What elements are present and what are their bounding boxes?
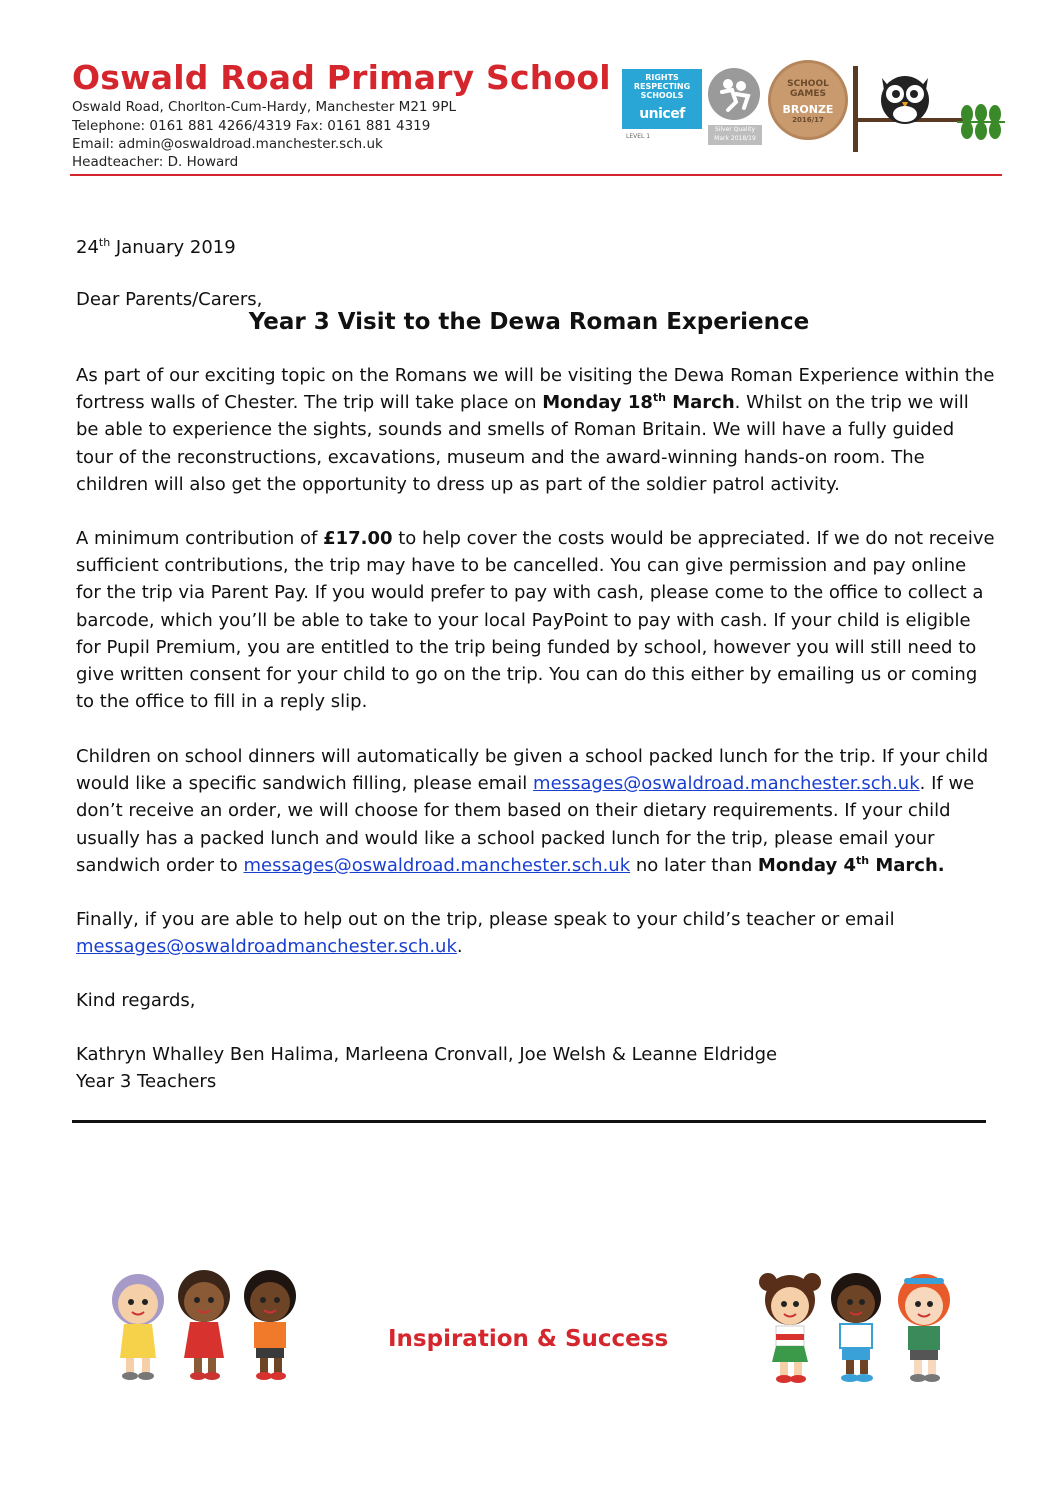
signatory-role: Year 3 Teachers (76, 1071, 217, 1092)
date-suffix: th (98, 236, 111, 249)
p1-text-c: . Whilst on the trip we will be able to experience the sights, sounds and smells of Roman Britain. We will have a fully guided tour of the reconstructions, excavations, museum and the award-winning hands-on room. The children will also get the opportunity to dress up as part of the soldier patrol activity. (76, 392, 969, 495)
paragraph-volunteers (76, 906, 996, 960)
deadline-month: March. (869, 854, 945, 876)
date-month-year: January 2019 (110, 237, 236, 258)
letterhead-divider (70, 174, 1002, 176)
closing: Kind regards, (76, 990, 196, 1011)
sports-badge-caption: Silver Quality Mark 2018/19 (708, 125, 762, 145)
p2-text-a: A minimum contribution of (76, 528, 324, 549)
salutation: Dear Parents/Carers, (76, 289, 263, 310)
school-name: Oswald Road Primary School (72, 58, 611, 97)
order-deadline (758, 855, 945, 876)
school-games-bronze-badge (768, 60, 848, 140)
trip-date-month: March (665, 392, 735, 414)
p3-text-a: Children on school dinners will automatically be given a school packed lunch for the trip. If your child would like a specific sandwich filling, please email (76, 746, 989, 795)
paragraph-contribution (76, 525, 996, 715)
school-email: Email: admin@oswaldroad.manchester.sch.uk (72, 136, 383, 152)
school-slogan: Inspiration & Success (388, 1326, 669, 1352)
children-cartoon-right-icon (748, 1268, 964, 1388)
signatories: Kathryn Whalley Ben Halima, Marleena Cronvall, Joe Welsh & Leanne Eldridge (76, 1044, 778, 1065)
date-day: 24 (76, 237, 99, 258)
p4-text-a: Finally, if you are able to help out on the trip, please speak to your child’s teacher or email (76, 909, 895, 930)
letter-end-divider (72, 1120, 986, 1123)
games-badge-level: BRONZE (782, 103, 834, 116)
headteacher: Headteacher: D. Howard (72, 154, 239, 170)
letter-date (76, 234, 996, 261)
p3-text-b: . If we don’t receive an order, we will choose for them based on their dietary requirements. If your child usually has a packed lunch and would like a school packed lunch for the trip, please email your sandwich order to (76, 773, 975, 876)
rrs-level-label: LEVEL 1 (626, 133, 651, 140)
sports-figures-icon (708, 68, 760, 120)
rights-respecting-schools-badge (622, 69, 702, 129)
sports-quality-mark-badge (708, 68, 760, 120)
games-badge-title: SCHOOL GAMES (787, 79, 829, 99)
contribution-amount: £17.00 (323, 528, 393, 549)
school-address: Oswald Road, Chorlton-Cum-Hardy, Manchester M21 9PL (72, 99, 457, 115)
owl-branch-post (853, 66, 858, 152)
deadline-suffix: th (856, 853, 870, 867)
paragraph-packed-lunch (76, 743, 996, 879)
p4-text-b: . (456, 936, 463, 958)
email-link-messages-order[interactable]: messages@oswaldroad.manchester.sch.uk (243, 854, 631, 876)
school-telephone: Telephone: 0161 881 4266/4319 Fax: 0161 881 4319 (72, 118, 431, 134)
email-link-messages[interactable]: messages@oswaldroad.manchester.sch.uk (533, 773, 920, 795)
deadline-day: Monday 4 (757, 854, 857, 876)
letter-title: Year 3 Visit to the Dewa Roman Experience (248, 309, 810, 335)
p3-text-c: no later than (630, 854, 758, 876)
p1-text-a: As part of our exciting topic on the Romans we will be visiting the Dewa Roman Experience within the fortress walls of Chester. The trip will take place on (76, 365, 995, 414)
games-badge-year: 2016/17 (792, 116, 824, 124)
email-link-volunteer[interactable]: messages@oswaldroadmanchester.sch.uk (76, 936, 457, 958)
leaves-icon (955, 102, 1007, 142)
p2-text-b: to help cover the costs would be appreciated. If we do not receive sufficient contributions, the trip may have to be cancelled. You can give permission and pay online for the trip via Parent Pay. If you would prefer to pay with cash, please come to the office to collect a barcode, which you’ll be able to take to your local PayPoint to pay with cash. If your child is eligible for Pupil Premium, you are entitled to the trip being funded by school, however you will still need to give written consent for your child to go on the trip. You can do this either by emailing us or coming to the office to fill in a reply slip. (76, 528, 995, 713)
trip-date-day: Monday 18 (542, 392, 653, 414)
rrs-badge-title: RIGHTS RESPECTING SCHOOLS (633, 73, 691, 100)
trip-date (542, 392, 734, 413)
children-cartoon-left-icon (98, 1266, 310, 1384)
owl-logo-icon (870, 68, 940, 126)
paragraph-trip-details (76, 362, 996, 498)
trip-date-suffix: th (652, 391, 666, 405)
unicef-logo: unicef (639, 106, 685, 122)
